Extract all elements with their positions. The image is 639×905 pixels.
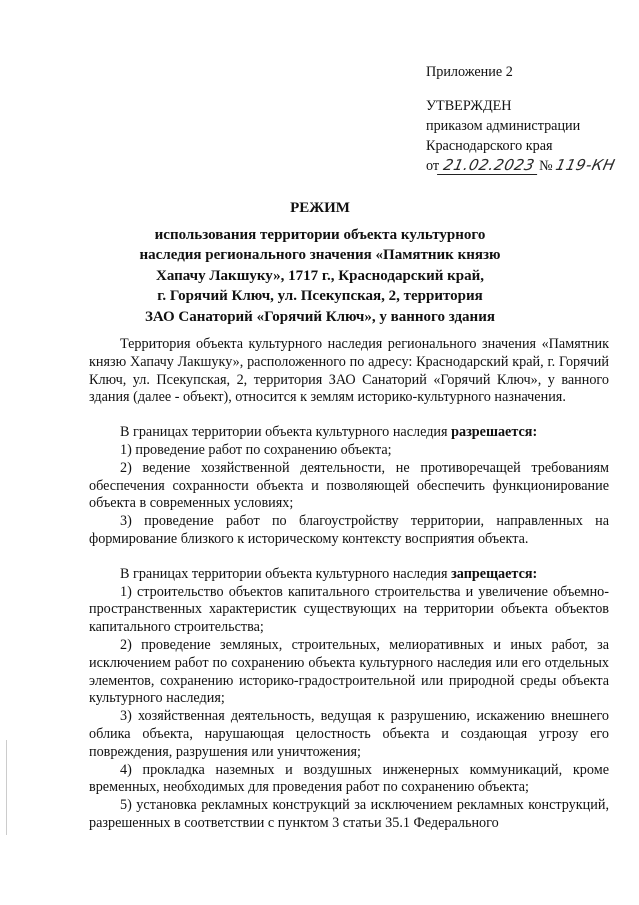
document-title: [90, 198, 550, 327]
forbidden-heading: В границах территории объекта культурного наследия запрещается:: [120, 565, 538, 582]
title-line-1: использования территории объекта культурного: [154, 226, 486, 243]
title-line-3: Хапачу Лакшуку», 1717 г., Краснодарский край,: [155, 267, 485, 284]
approval-line-1: приказом администрации: [426, 118, 581, 134]
allowed-keyword: разрешается:: [451, 424, 538, 441]
approved-heading: УТВЕРЖДЕН: [426, 98, 512, 114]
allowed-item-1: 1) проведение работ по сохранению объекта;: [120, 441, 392, 458]
appendix-label: Приложение 2: [426, 64, 513, 80]
handwritten-number: 119-КН: [554, 156, 618, 174]
approval-date-number-line: [426, 156, 631, 176]
forbidden-item-1: 1) строительство объектов капитального строительства и увеличение объемно-пространственных характеристик существующих на территории объекта объектов капитального строительства;: [89, 583, 609, 636]
title-line-4: г. Горячий Ключ, ул. Псекупская, 2, территория: [157, 288, 483, 304]
document-body: [89, 336, 609, 833]
allowed-heading: В границах территории объекта культурного наследия разрешается:: [120, 424, 538, 441]
intro-paragraph: Территория объекта культурного наследия регионального значения «Памятник князю Хапачу Лакшуку», расположенного по адресу: Краснодарский край, г. Горячий Ключ, ул. Псекупская, 2, территория ЗАО Санаторий «Горячий Ключ», у ванного здания (далее - объект), относится к землям историко-культурного назначения.: [89, 336, 609, 406]
number-label: №: [539, 158, 553, 174]
scan-margin-mark: [6, 740, 7, 835]
forbidden-item-2: 2) проведение земляных, строительных, мелиоративных и иных работ, за исключением работ по сохранению объекта культурного наследия или его отдельных элементов, сохранению историко-градостроительной или природной среды объекта культурного наследия;: [89, 636, 609, 707]
allowed-item-3: 3) проведение работ по благоустройству территории, направленных на формирование близкого к историческому контексту восприятия объекта.: [89, 513, 609, 547]
forbidden-item-4: 4) прокладка наземных и воздушных инженерных коммуникаций, кроме временных, необходимых для проведения работ по сохранению объекта;: [89, 761, 609, 796]
title-line-2: наследия регионального значения «Памятник князю: [139, 247, 501, 263]
handwritten-date: 21.02.2023: [437, 156, 541, 175]
title-head: РЕЖИМ: [290, 200, 350, 216]
forbidden-keyword: запрещается:: [451, 565, 538, 582]
approval-block: [426, 62, 631, 176]
from-label: от: [426, 158, 440, 174]
forbidden-item-3: 3) хозяйственная деятельность, ведущая к разрушению, искажению внешнего облика объекта, нарушающая целостность объекта и создающая угрозу его повреждения, разрушения или уничтожения;: [89, 708, 609, 760]
forbidden-item-5: 5) установка рекламных конструкций за исключением рекламных конструкций, разрешенных в соответствии с пунктом 3 статьи 35.1 Федерального: [89, 797, 609, 831]
title-line-5: ЗАО Санаторий «Горячий Ключ», у ванного здания: [145, 308, 495, 325]
approval-line-2: Краснодарского края: [426, 138, 553, 154]
allowed-item-2: 2) ведение хозяйственной деятельности, не противоречащей требованиям обеспечения сохранности объекта и позволяющей обеспечить функционирование объекта в современных условиях;: [89, 459, 609, 512]
